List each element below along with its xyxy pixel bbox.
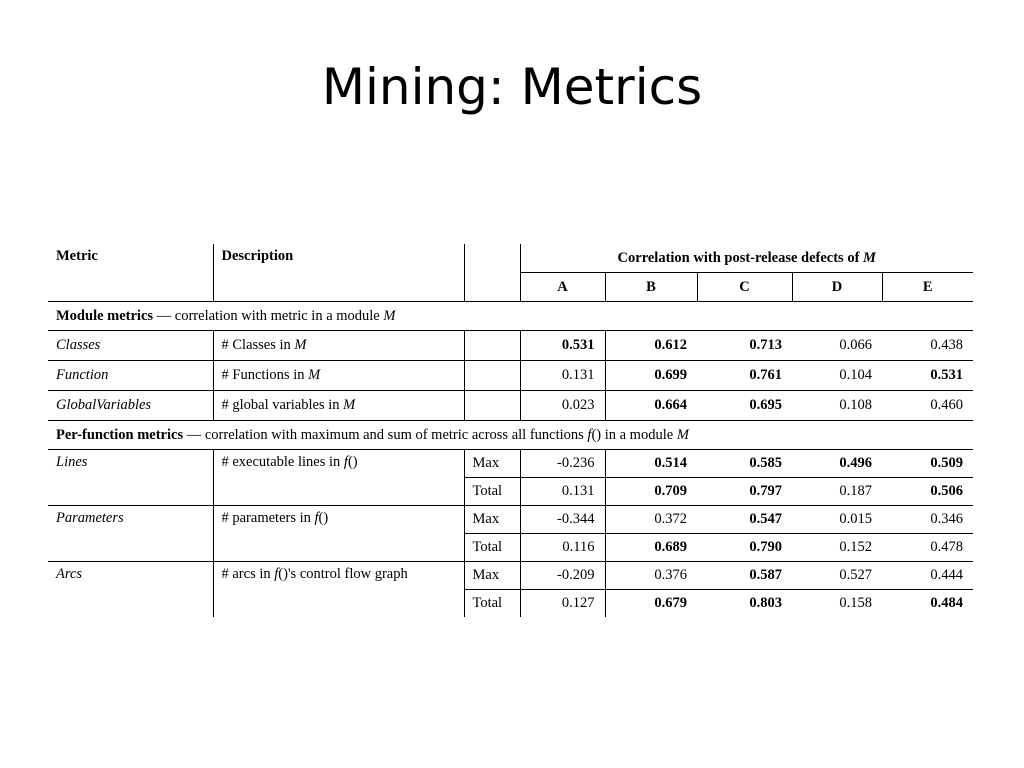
description-text: # global variables in bbox=[221, 397, 344, 413]
value-a: 0.127 bbox=[520, 590, 605, 618]
value-e: 0.346 bbox=[882, 506, 973, 534]
description-text: # Functions in bbox=[221, 367, 309, 383]
value-e: 0.509 bbox=[882, 450, 973, 478]
aggregate-label: Total bbox=[464, 478, 520, 506]
value-b: 0.699 bbox=[605, 361, 697, 391]
header-description: Description bbox=[213, 244, 464, 302]
aggregate-cell bbox=[464, 361, 520, 391]
function-metrics-section-cell bbox=[48, 421, 973, 450]
aggregate-label: Total bbox=[464, 534, 520, 562]
project-header-d: D bbox=[792, 273, 882, 302]
function-row-arcs-max bbox=[48, 562, 973, 590]
value-a: -0.209 bbox=[520, 562, 605, 590]
value-b: 0.709 bbox=[605, 478, 697, 506]
description-cell bbox=[213, 562, 464, 618]
value-e: 0.531 bbox=[882, 361, 973, 391]
description-cell bbox=[213, 361, 464, 391]
description-text: # arcs in bbox=[221, 566, 275, 582]
project-header-a: A bbox=[520, 273, 605, 302]
value-e: 0.444 bbox=[882, 562, 973, 590]
metric-name: Classes bbox=[48, 331, 213, 361]
aggregate-cell bbox=[464, 331, 520, 361]
description-text: # Classes in bbox=[221, 337, 295, 353]
description-cell bbox=[213, 506, 464, 562]
function-row-parameters-max bbox=[48, 506, 973, 534]
metrics-table bbox=[48, 244, 973, 617]
value-b: 0.376 bbox=[605, 562, 697, 590]
value-b: 0.372 bbox=[605, 506, 697, 534]
function-row-lines-max bbox=[48, 450, 973, 478]
module-metrics-section-title: Module metrics bbox=[56, 307, 154, 324]
value-a: -0.344 bbox=[520, 506, 605, 534]
value-e: 0.506 bbox=[882, 478, 973, 506]
value-a: 0.116 bbox=[520, 534, 605, 562]
value-a: 0.531 bbox=[520, 331, 605, 361]
module-row-globalvariables bbox=[48, 391, 973, 421]
module-metrics-section-var: M bbox=[383, 307, 396, 324]
value-b: 0.689 bbox=[605, 534, 697, 562]
metric-name: Lines bbox=[48, 450, 213, 506]
aggregate-label: Max bbox=[464, 450, 520, 478]
value-e: 0.438 bbox=[882, 331, 973, 361]
project-header-c: C bbox=[697, 273, 792, 302]
description-text: # parameters in bbox=[221, 510, 315, 526]
value-e: 0.484 bbox=[882, 590, 973, 618]
description-var: M bbox=[294, 337, 307, 353]
module-metrics-section-cell bbox=[48, 302, 973, 331]
description-var: M bbox=[343, 397, 356, 413]
value-e: 0.478 bbox=[882, 534, 973, 562]
value-d: 0.104 bbox=[792, 361, 882, 391]
description-var: f bbox=[274, 566, 279, 582]
module-row-function bbox=[48, 361, 973, 391]
description-cell bbox=[213, 391, 464, 421]
function-metrics-section bbox=[48, 421, 973, 450]
module-metrics-section-text: — correlation with metric in a module bbox=[153, 307, 384, 324]
value-d: 0.158 bbox=[792, 590, 882, 618]
description-var: f bbox=[343, 454, 348, 470]
value-c: 0.803 bbox=[697, 590, 792, 618]
header-correlation-var: M bbox=[863, 249, 876, 266]
project-header-e: E bbox=[882, 273, 973, 302]
project-header-b: B bbox=[605, 273, 697, 302]
value-d: 0.496 bbox=[792, 450, 882, 478]
value-c: 0.695 bbox=[697, 391, 792, 421]
description-tail: () bbox=[318, 510, 329, 526]
value-c: 0.547 bbox=[697, 506, 792, 534]
value-c: 0.713 bbox=[697, 331, 792, 361]
metric-name: Parameters bbox=[48, 506, 213, 562]
metric-name: Function bbox=[48, 361, 213, 391]
header-metric: Metric bbox=[48, 244, 213, 302]
aggregate-cell bbox=[464, 391, 520, 421]
value-b: 0.664 bbox=[605, 391, 697, 421]
description-tail: () bbox=[347, 454, 358, 470]
header-row-1 bbox=[48, 244, 973, 273]
aggregate-label: Max bbox=[464, 506, 520, 534]
description-tail: ()'s control flow graph bbox=[278, 566, 408, 582]
function-metrics-section-text2: () in a module bbox=[591, 426, 677, 443]
value-d: 0.066 bbox=[792, 331, 882, 361]
slide-title: Mining: Metrics bbox=[321, 58, 703, 116]
function-metrics-section-title: Per-function metrics bbox=[56, 426, 184, 443]
metric-name: Arcs bbox=[48, 562, 213, 618]
value-c: 0.761 bbox=[697, 361, 792, 391]
value-d: 0.015 bbox=[792, 506, 882, 534]
function-metrics-section-text: — correlation with maximum and sum of metric across all functions bbox=[183, 426, 588, 443]
aggregate-label: Max bbox=[464, 562, 520, 590]
value-b: 0.679 bbox=[605, 590, 697, 618]
value-d: 0.108 bbox=[792, 391, 882, 421]
value-a: -0.236 bbox=[520, 450, 605, 478]
description-var: M bbox=[308, 367, 321, 383]
module-row-classes bbox=[48, 331, 973, 361]
metric-name: GlobalVariables bbox=[48, 391, 213, 421]
header-correlation bbox=[520, 244, 973, 273]
value-e: 0.460 bbox=[882, 391, 973, 421]
value-c: 0.797 bbox=[697, 478, 792, 506]
header-aggregate bbox=[464, 244, 520, 302]
value-a: 0.131 bbox=[520, 478, 605, 506]
aggregate-label: Total bbox=[464, 590, 520, 618]
description-cell bbox=[213, 450, 464, 506]
value-a: 0.023 bbox=[520, 391, 605, 421]
module-metrics-section bbox=[48, 302, 973, 331]
value-d: 0.187 bbox=[792, 478, 882, 506]
description-var: f bbox=[314, 510, 319, 526]
function-metrics-section-fvar: f bbox=[587, 426, 592, 443]
value-d: 0.152 bbox=[792, 534, 882, 562]
value-c: 0.790 bbox=[697, 534, 792, 562]
value-d: 0.527 bbox=[792, 562, 882, 590]
function-metrics-section-var: M bbox=[676, 426, 689, 443]
value-b: 0.514 bbox=[605, 450, 697, 478]
description-text: # executable lines in bbox=[221, 454, 344, 470]
description-cell bbox=[213, 331, 464, 361]
value-b: 0.612 bbox=[605, 331, 697, 361]
value-c: 0.587 bbox=[697, 562, 792, 590]
value-c: 0.585 bbox=[697, 450, 792, 478]
header-correlation-text: Correlation with post-release defects of bbox=[617, 249, 864, 266]
value-a: 0.131 bbox=[520, 361, 605, 391]
